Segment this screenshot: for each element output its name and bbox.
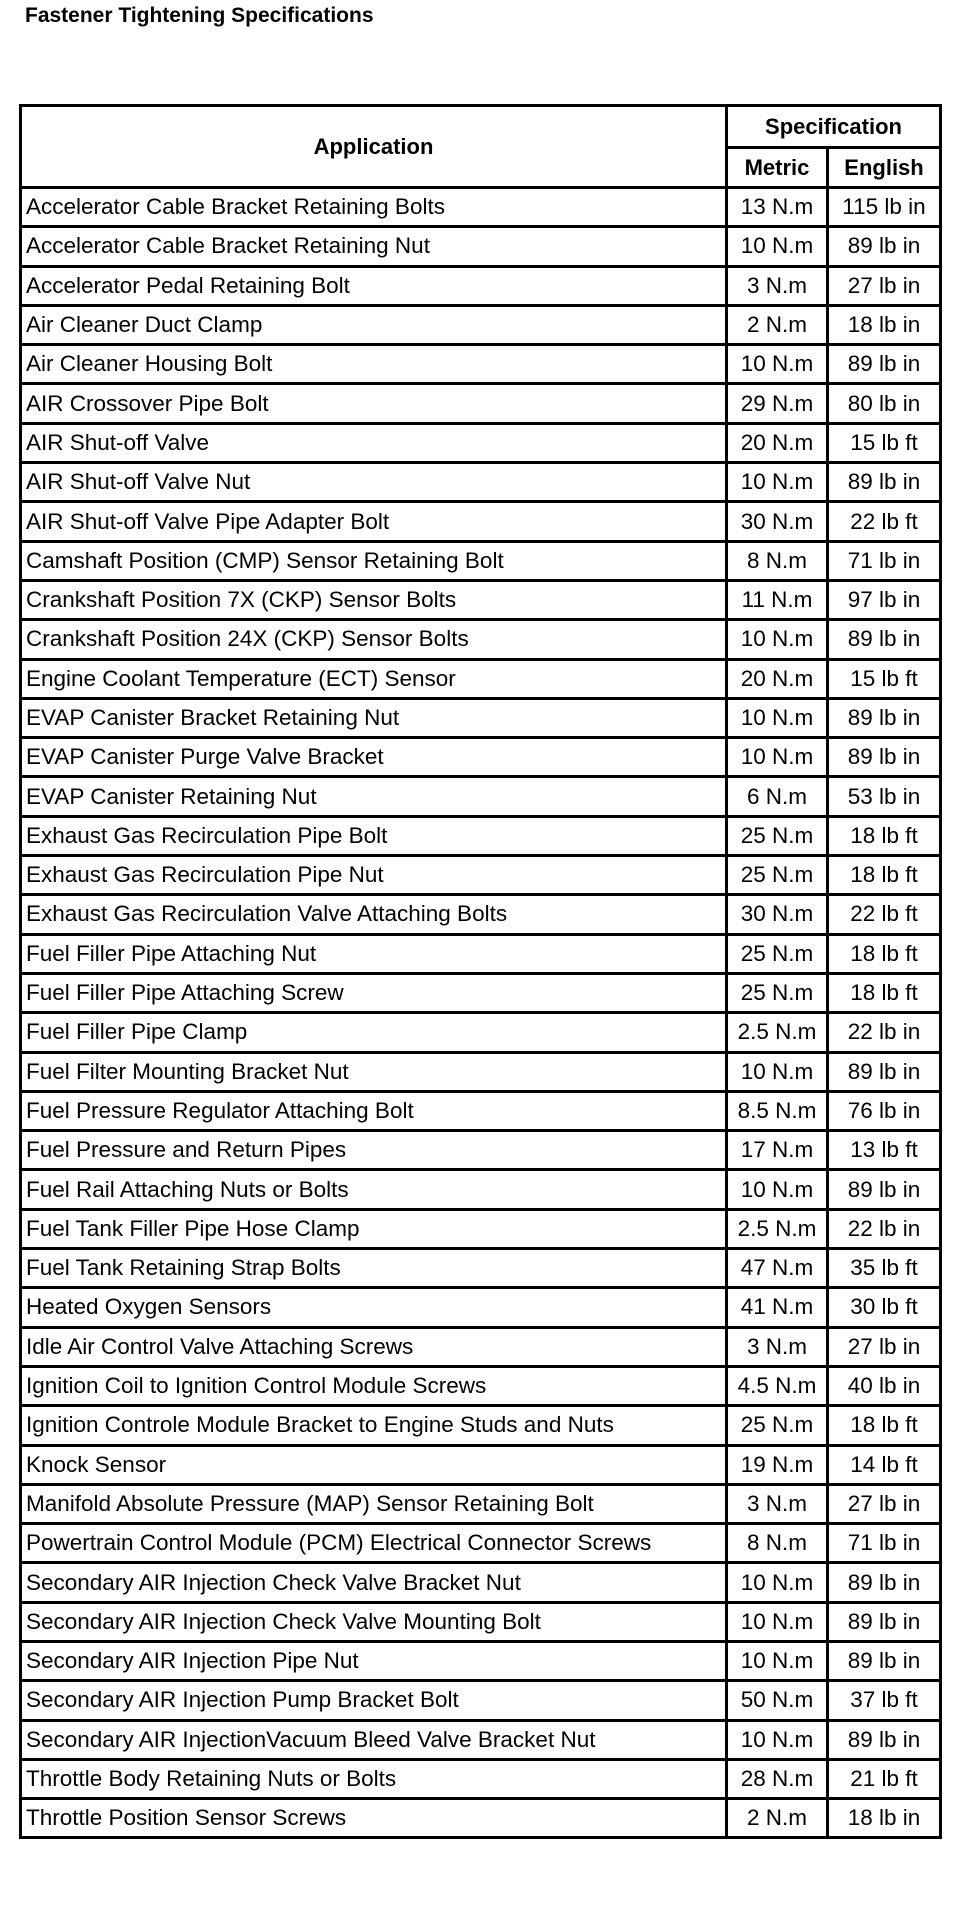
cell-application: Manifold Absolute Pressure (MAP) Sensor Retaining Bolt (21, 1484, 727, 1523)
cell-english: 30 lb ft (828, 1288, 941, 1327)
cell-metric: 10 N.m (727, 738, 828, 777)
table-row (21, 1641, 941, 1680)
cell-english: 97 lb in (828, 580, 941, 619)
cell-metric: 25 N.m (727, 934, 828, 973)
cell-english: 89 lb in (828, 620, 941, 659)
cell-metric: 3 N.m (727, 1484, 828, 1523)
cell-metric: 4.5 N.m (727, 1366, 828, 1405)
cell-english: 22 lb in (828, 1209, 941, 1248)
cell-metric: 29 N.m (727, 384, 828, 423)
cell-application: Secondary AIR Injection Check Valve Bracket Nut (21, 1563, 727, 1602)
cell-metric: 30 N.m (727, 895, 828, 934)
table-row (21, 698, 941, 737)
cell-english: 14 lb ft (828, 1445, 941, 1484)
cell-application: AIR Shut-off Valve (21, 423, 727, 462)
table-row (21, 1445, 941, 1484)
cell-application: Ignition Coil to Ignition Control Module Screws (21, 1366, 727, 1405)
cell-metric: 28 N.m (727, 1759, 828, 1798)
table-row (21, 305, 941, 344)
table-row (21, 1327, 941, 1366)
table-row (21, 816, 941, 855)
cell-metric: 25 N.m (727, 973, 828, 1012)
table-header (21, 106, 941, 188)
cell-metric: 13 N.m (727, 188, 828, 227)
cell-metric: 2.5 N.m (727, 1013, 828, 1052)
cell-application: AIR Shut-off Valve Nut (21, 463, 727, 502)
cell-english: 76 lb in (828, 1091, 941, 1130)
cell-application: Accelerator Cable Bracket Retaining Nut (21, 227, 727, 266)
cell-english: 89 lb in (828, 698, 941, 737)
cell-application: Fuel Filler Pipe Clamp (21, 1013, 727, 1052)
cell-application: EVAP Canister Purge Valve Bracket (21, 738, 727, 777)
cell-metric: 20 N.m (727, 659, 828, 698)
cell-metric: 11 N.m (727, 580, 828, 619)
cell-application: EVAP Canister Retaining Nut (21, 777, 727, 816)
cell-english: 89 lb in (828, 1602, 941, 1641)
table-row (21, 1602, 941, 1641)
cell-application: Exhaust Gas Recirculation Pipe Nut (21, 856, 727, 895)
table-row (21, 580, 941, 619)
cell-metric: 10 N.m (727, 1563, 828, 1602)
cell-metric: 2.5 N.m (727, 1209, 828, 1248)
table-row (21, 188, 941, 227)
cell-metric: 8 N.m (727, 541, 828, 580)
cell-english: 89 lb in (828, 1052, 941, 1091)
table-row (21, 1563, 941, 1602)
cell-application: Fuel Rail Attaching Nuts or Bolts (21, 1170, 727, 1209)
cell-metric: 10 N.m (727, 698, 828, 737)
table-row (21, 1484, 941, 1523)
cell-metric: 19 N.m (727, 1445, 828, 1484)
cell-english: 89 lb in (828, 1720, 941, 1759)
cell-application: EVAP Canister Bracket Retaining Nut (21, 698, 727, 737)
cell-application: Crankshaft Position 24X (CKP) Sensor Bolts (21, 620, 727, 659)
cell-english: 40 lb in (828, 1366, 941, 1405)
cell-application: Fuel Filter Mounting Bracket Nut (21, 1052, 727, 1091)
cell-application: Exhaust Gas Recirculation Pipe Bolt (21, 816, 727, 855)
cell-metric: 25 N.m (727, 816, 828, 855)
cell-metric: 3 N.m (727, 266, 828, 305)
cell-application: Air Cleaner Housing Bolt (21, 345, 727, 384)
table-row (21, 345, 941, 384)
cell-english: 53 lb in (828, 777, 941, 816)
cell-english: 13 lb ft (828, 1131, 941, 1170)
cell-application: Fuel Tank Filler Pipe Hose Clamp (21, 1209, 727, 1248)
cell-metric: 2 N.m (727, 1799, 828, 1838)
cell-application: Accelerator Pedal Retaining Bolt (21, 266, 727, 305)
table-row (21, 1249, 941, 1288)
table-row (21, 541, 941, 580)
table-row (21, 1406, 941, 1445)
cell-english: 80 lb in (828, 384, 941, 423)
table-row (21, 266, 941, 305)
cell-metric: 25 N.m (727, 856, 828, 895)
cell-metric: 10 N.m (727, 1720, 828, 1759)
cell-application: Secondary AIR Injection Check Valve Mounting Bolt (21, 1602, 727, 1641)
cell-metric: 8.5 N.m (727, 1091, 828, 1130)
cell-english: 71 lb in (828, 541, 941, 580)
header-application: Application (21, 106, 727, 188)
cell-application: Air Cleaner Duct Clamp (21, 305, 727, 344)
table-row (21, 1091, 941, 1130)
header-specification: Specification (727, 106, 941, 148)
cell-application: Ignition Controle Module Bracket to Engine Studs and Nuts (21, 1406, 727, 1445)
cell-metric: 10 N.m (727, 1641, 828, 1680)
cell-english: 89 lb in (828, 227, 941, 266)
cell-english: 18 lb ft (828, 973, 941, 1012)
table-row (21, 1759, 941, 1798)
table-row (21, 895, 941, 934)
cell-metric: 10 N.m (727, 345, 828, 384)
cell-application: Idle Air Control Valve Attaching Screws (21, 1327, 727, 1366)
cell-application: Powertrain Control Module (PCM) Electrical Connector Screws (21, 1524, 727, 1563)
cell-application: Fuel Tank Retaining Strap Bolts (21, 1249, 727, 1288)
cell-english: 89 lb in (828, 1170, 941, 1209)
table-row (21, 1052, 941, 1091)
cell-metric: 3 N.m (727, 1327, 828, 1366)
cell-english: 115 lb in (828, 188, 941, 227)
cell-application: Secondary AIR Injection Pump Bracket Bolt (21, 1681, 727, 1720)
table-row (21, 1366, 941, 1405)
table-body (21, 188, 941, 1838)
cell-application: Fuel Filler Pipe Attaching Screw (21, 973, 727, 1012)
cell-application: AIR Crossover Pipe Bolt (21, 384, 727, 423)
cell-metric: 10 N.m (727, 620, 828, 659)
cell-application: Secondary AIR Injection Pipe Nut (21, 1641, 727, 1680)
cell-application: Secondary AIR InjectionVacuum Bleed Valve Bracket Nut (21, 1720, 727, 1759)
table-row (21, 659, 941, 698)
cell-metric: 25 N.m (727, 1406, 828, 1445)
cell-english: 71 lb in (828, 1524, 941, 1563)
cell-metric: 10 N.m (727, 227, 828, 266)
cell-metric: 17 N.m (727, 1131, 828, 1170)
cell-application: Throttle Position Sensor Screws (21, 1799, 727, 1838)
specifications-table (19, 104, 942, 1839)
table-row (21, 973, 941, 1012)
cell-english: 89 lb in (828, 345, 941, 384)
cell-application: Fuel Filler Pipe Attaching Nut (21, 934, 727, 973)
cell-english: 37 lb ft (828, 1681, 941, 1720)
cell-metric: 20 N.m (727, 423, 828, 462)
cell-english: 22 lb ft (828, 502, 941, 541)
cell-english: 18 lb in (828, 1799, 941, 1838)
table-row (21, 1131, 941, 1170)
table-row (21, 620, 941, 659)
cell-english: 18 lb ft (828, 934, 941, 973)
table-row (21, 423, 941, 462)
cell-application: Crankshaft Position 7X (CKP) Sensor Bolts (21, 580, 727, 619)
cell-english: 89 lb in (828, 1563, 941, 1602)
cell-english: 18 lb ft (828, 1406, 941, 1445)
cell-application: AIR Shut-off Valve Pipe Adapter Bolt (21, 502, 727, 541)
cell-english: 35 lb ft (828, 1249, 941, 1288)
table-row (21, 1720, 941, 1759)
header-english: English (828, 148, 941, 188)
cell-metric: 50 N.m (727, 1681, 828, 1720)
cell-application: Accelerator Cable Bracket Retaining Bolts (21, 188, 727, 227)
cell-application: Throttle Body Retaining Nuts or Bolts (21, 1759, 727, 1798)
table-row (21, 1209, 941, 1248)
cell-application: Heated Oxygen Sensors (21, 1288, 727, 1327)
cell-application: Knock Sensor (21, 1445, 727, 1484)
table-row (21, 934, 941, 973)
cell-metric: 10 N.m (727, 1170, 828, 1209)
cell-metric: 47 N.m (727, 1249, 828, 1288)
table-row (21, 777, 941, 816)
table-row (21, 1799, 941, 1838)
table-row (21, 1288, 941, 1327)
cell-english: 21 lb ft (828, 1759, 941, 1798)
cell-english: 22 lb ft (828, 895, 941, 934)
cell-english: 89 lb in (828, 463, 941, 502)
cell-metric: 6 N.m (727, 777, 828, 816)
table-row (21, 738, 941, 777)
cell-application: Exhaust Gas Recirculation Valve Attaching Bolts (21, 895, 727, 934)
cell-english: 18 lb ft (828, 856, 941, 895)
cell-english: 27 lb in (828, 1484, 941, 1523)
table-row (21, 1681, 941, 1720)
cell-english: 18 lb ft (828, 816, 941, 855)
page-title: Fastener Tightening Specifications (25, 4, 374, 27)
cell-application: Fuel Pressure and Return Pipes (21, 1131, 727, 1170)
cell-metric: 8 N.m (727, 1524, 828, 1563)
table-row (21, 384, 941, 423)
cell-application: Fuel Pressure Regulator Attaching Bolt (21, 1091, 727, 1130)
cell-english: 18 lb in (828, 305, 941, 344)
cell-english: 15 lb ft (828, 659, 941, 698)
cell-metric: 10 N.m (727, 1602, 828, 1641)
cell-application: Camshaft Position (CMP) Sensor Retaining Bolt (21, 541, 727, 580)
cell-application: Engine Coolant Temperature (ECT) Sensor (21, 659, 727, 698)
cell-english: 89 lb in (828, 1641, 941, 1680)
table-row (21, 1524, 941, 1563)
cell-english: 27 lb in (828, 1327, 941, 1366)
table-row (21, 1170, 941, 1209)
cell-metric: 30 N.m (727, 502, 828, 541)
table-row (21, 856, 941, 895)
table-row (21, 463, 941, 502)
cell-metric: 10 N.m (727, 1052, 828, 1091)
table-row (21, 227, 941, 266)
cell-english: 89 lb in (828, 738, 941, 777)
cell-english: 22 lb in (828, 1013, 941, 1052)
cell-metric: 10 N.m (727, 463, 828, 502)
header-metric: Metric (727, 148, 828, 188)
cell-metric: 2 N.m (727, 305, 828, 344)
table-row (21, 502, 941, 541)
cell-english: 15 lb ft (828, 423, 941, 462)
cell-english: 27 lb in (828, 266, 941, 305)
table-row (21, 1013, 941, 1052)
cell-metric: 41 N.m (727, 1288, 828, 1327)
